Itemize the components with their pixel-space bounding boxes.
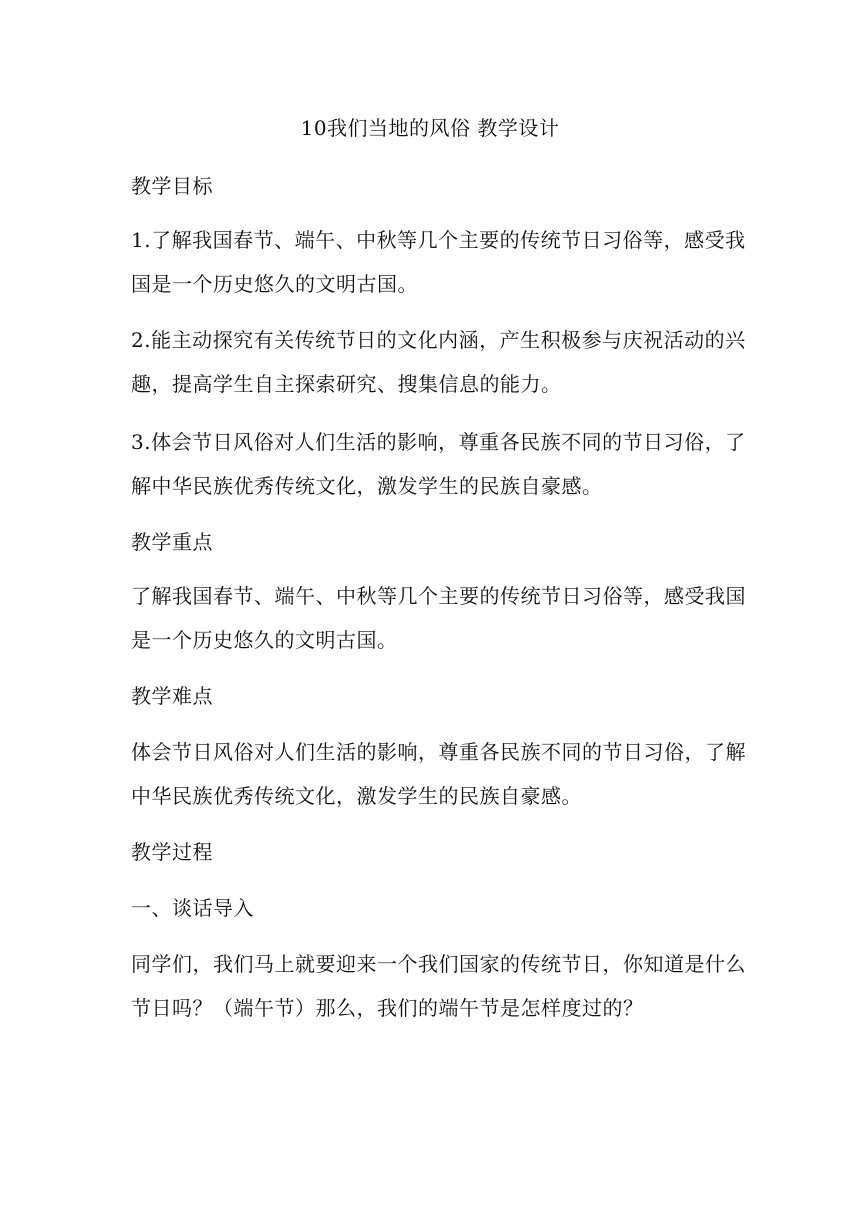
difficulties-line-1: 体会节日风俗对人们生活的影响，尊重各民族不同的节日习俗，了解 — [131, 740, 746, 764]
step-1-heading: 一、谈话导入 — [131, 896, 254, 920]
objective-2-line-1: 2.能主动探究有关传统节日的文化内涵，产生积极参与庆祝活动的兴 — [131, 328, 746, 352]
objective-3-line-1: 3.体会节日风俗对人们生活的影响，尊重各民族不同的节日习俗，了 — [131, 430, 746, 454]
section-heading-key-points: 教学重点 — [131, 530, 213, 554]
key-points-line-1: 了解我国春节、端午、中秋等几个主要的传统节日习俗等，感受我国 — [131, 584, 746, 608]
objective-2-line-2: 趣，提高学生自主探索研究、搜集信息的能力。 — [131, 372, 562, 396]
objective-3-line-2: 解中华民族优秀传统文化，激发学生的民族自豪感。 — [131, 474, 603, 498]
difficulties-line-2: 中华民族优秀传统文化，激发学生的民族自豪感。 — [131, 784, 582, 808]
objective-1-line-2: 国是一个历史悠久的文明古国。 — [131, 272, 418, 296]
section-heading-difficulties: 教学难点 — [131, 684, 213, 708]
step-1-line-2: 节日吗？（端午节）那么，我们的端午节是怎样度过的？ — [131, 996, 644, 1020]
section-heading-process: 教学过程 — [131, 840, 213, 864]
objective-1-line-1: 1.了解我国春节、端午、中秋等几个主要的传统节日习俗等，感受我 — [131, 228, 746, 252]
section-heading-objectives: 教学目标 — [131, 174, 213, 198]
key-points-line-2: 是一个历史悠久的文明古国。 — [131, 628, 398, 652]
document-title: 10我们当地的风俗 教学设计 — [300, 116, 560, 140]
step-1-line-1: 同学们，我们马上就要迎来一个我们国家的传统节日，你知道是什么 — [131, 952, 746, 976]
